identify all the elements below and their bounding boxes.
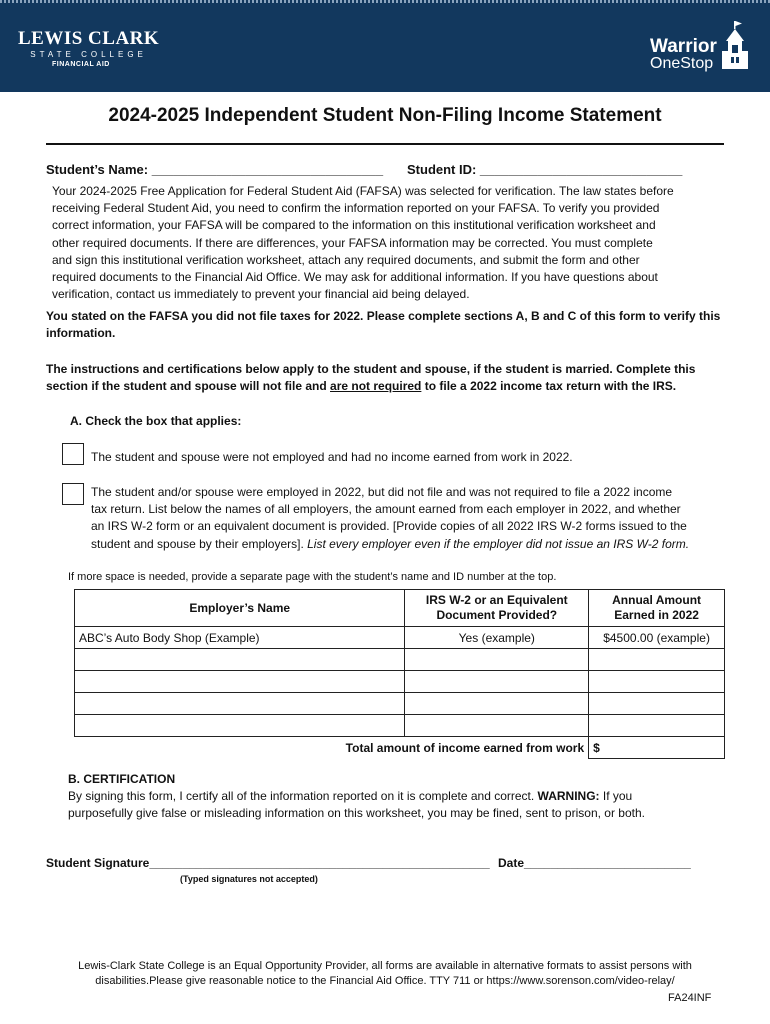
- w2-header-line: Document Provided?: [436, 608, 558, 622]
- stated-line: You stated on the FAFSA you did not file taxes for 2022. Please complete sections A, B and C of this form to verify this: [46, 309, 721, 323]
- signature-field[interactable]: Student Signature___________________________________________________: [46, 856, 490, 870]
- title-divider: [46, 143, 724, 145]
- intro-line: required documents to the Financial Aid Office. We may ask for additional information. If you have questions about: [52, 270, 658, 285]
- tower-icon: [720, 21, 750, 69]
- table-row: [75, 715, 725, 737]
- table-header-row: [75, 590, 725, 627]
- intro-line: receiving Federal Student Aid, you need to confirm the information reported on your FAFSA. To verify you provided: [52, 201, 660, 216]
- employer-column-header: [75, 590, 405, 627]
- employed-option-text: [91, 484, 689, 553]
- certification-text-normal: By signing this form, I certify all of the information reported on it is complete and correct.: [68, 789, 538, 803]
- page-title: 2024-2025 Independent Student Non-Filing Income Statement: [108, 105, 662, 126]
- no-income-option-label: The student and spouse were not employed and had no income earned from work in 2022.: [91, 450, 573, 464]
- footer-line: Lewis-Clark State College is an Equal Opportunity Provider, all forms are available in alternative formats to assist persons with: [78, 960, 692, 972]
- intro-line: verification, contact us immediately to prevent your financial aid being delayed.: [52, 287, 470, 302]
- employer-cell[interactable]: [75, 715, 405, 737]
- banner-dotted-edge: [0, 0, 770, 3]
- space-note: If more space is needed, provide a separate page with the student’s name and ID number at the top.: [68, 571, 557, 583]
- total-label: Total amount of income earned from work: [75, 737, 589, 759]
- amount-column-header: [589, 590, 725, 627]
- table-row: [75, 671, 725, 693]
- college-sub: STATE COLLEGE: [30, 50, 147, 59]
- intro-line: and sign this institutional verification worksheet, attach any required documents, and submit the form and other: [52, 252, 640, 267]
- employer-cell[interactable]: [75, 671, 405, 693]
- footer-line: disabilities.Please give reasonable notice to the Financial Aid Office. TTY 711 or https://www.sorenson.com/video-relay/: [95, 975, 675, 987]
- header-banner: [0, 0, 770, 92]
- employed-option-text-normal: student and spouse by their employers].: [91, 536, 308, 551]
- total-amount-field[interactable]: $: [589, 737, 725, 759]
- warning-label: WARNING:: [537, 789, 600, 803]
- instructions-paragraph: [46, 361, 695, 395]
- brand-line1: Warrior: [650, 36, 717, 57]
- student-name-field[interactable]: Student’s Name: ________________________________: [46, 162, 384, 177]
- instructions-text: section if the student and spouse will not file and: [46, 379, 331, 394]
- section-a-heading: A. Check the box that applies:: [70, 414, 242, 428]
- w2-cell[interactable]: Yes (example): [405, 627, 589, 649]
- signature-note: (Typed signatures not accepted): [180, 874, 318, 884]
- employed-option-text-italic: List every employer even if the employer did not issue an IRS W-2 form.: [307, 536, 690, 551]
- intro-line: other required documents. If there are differences, your FAFSA information may be corrected. You must complete: [52, 235, 653, 250]
- w2-column-header: [405, 590, 589, 627]
- employed-option-line: tax return. List below the names of all employers, the amount earned from each employer in 2022, and whether: [91, 502, 681, 517]
- employed-option-line: [91, 536, 689, 553]
- intro-line: Your 2024-2025 Free Application for Federal Student Aid (FAFSA) was selected for verification. The law states before: [52, 184, 674, 198]
- certification-line: purposefully give false or misleading information on this worksheet, you may be fined, sent to prison, or both.: [68, 806, 645, 821]
- amount-header-line: Annual Amount: [612, 593, 702, 607]
- amount-cell[interactable]: [589, 715, 725, 737]
- table-row: [75, 627, 725, 649]
- intro-paragraph: [52, 183, 674, 303]
- brand-line2: OneStop: [650, 55, 714, 72]
- stated-paragraph: [46, 308, 720, 342]
- warrior-onestop-logo: [650, 37, 717, 72]
- w2-cell[interactable]: [405, 715, 589, 737]
- instructions-text: to file a 2022 income tax return with the IRS.: [421, 379, 677, 394]
- certification-line: [68, 788, 645, 805]
- no-income-checkbox[interactable]: [62, 443, 84, 465]
- amount-cell[interactable]: $4500.00 (example): [589, 627, 725, 649]
- employer-cell[interactable]: ABC’s Auto Body Shop (Example): [75, 627, 405, 649]
- w2-cell[interactable]: [405, 649, 589, 671]
- amount-cell[interactable]: [589, 649, 725, 671]
- lewis-clark-logo: [18, 28, 159, 68]
- employer-header-text: Employer’s Name: [189, 600, 291, 615]
- total-row: [75, 737, 725, 759]
- intro-line: correct information, your FAFSA will be compared to the information on this institutional verification worksheet and: [52, 218, 656, 233]
- certification-text-normal: If you: [599, 789, 633, 803]
- instructions-line: The instructions and certifications below apply to the student and spouse, if the student is married. Complete this: [46, 362, 696, 376]
- section-b-heading: B. CERTIFICATION: [68, 772, 176, 786]
- student-id-field[interactable]: Student ID: ____________________________: [407, 162, 683, 177]
- amount-header-line: Earned in 2022: [614, 608, 699, 622]
- stated-line: information.: [46, 326, 116, 341]
- instructions-line: [46, 378, 695, 395]
- instructions-emphasis: are not required: [330, 379, 422, 394]
- table-row: [75, 649, 725, 671]
- w2-header-line: IRS W-2 or an Equivalent: [425, 593, 568, 607]
- date-field[interactable]: Date_________________________: [498, 856, 691, 870]
- certification-text: [68, 788, 645, 822]
- form-code: FA24INF: [668, 992, 712, 1004]
- employed-option-line: an IRS W-2 form or an equivalent document is provided. [Provide copies of all 2022 IRS W-2 forms issued to the: [91, 519, 687, 534]
- amount-cell[interactable]: [589, 693, 725, 715]
- employer-cell[interactable]: [75, 649, 405, 671]
- employer-cell[interactable]: [75, 693, 405, 715]
- amount-cell[interactable]: [589, 671, 725, 693]
- college-name: LEWIS CLARK: [18, 28, 160, 49]
- college-dept: FINANCIAL AID: [52, 61, 110, 68]
- table-row: [75, 693, 725, 715]
- employer-table: [74, 589, 725, 759]
- w2-cell[interactable]: [405, 671, 589, 693]
- employed-option-line: The student and/or spouse were employed in 2022, but did not file and was not required to file a 2022 income: [91, 485, 673, 499]
- w2-cell[interactable]: [405, 693, 589, 715]
- employed-checkbox[interactable]: [62, 483, 84, 505]
